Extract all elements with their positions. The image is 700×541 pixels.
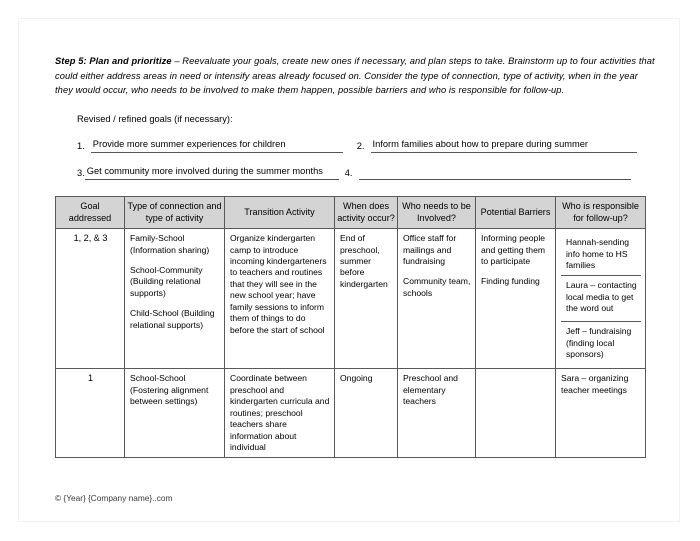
column-header-when: When does activity occur? [335,197,398,229]
goal-row-3-4 [77,165,655,180]
goal-input-3[interactable]: Get community more involved during the summer months [85,165,339,180]
document-page [18,18,680,522]
cell-goal-addressed: 1, 2, & 3 [56,229,125,369]
goal-number-1: 1. [77,141,85,152]
cell-responsible [556,369,646,458]
column-header-responsible: Who is responsible for follow-up? [556,197,646,229]
goal-input-2[interactable]: Inform families about how to prepare during summer [371,138,637,153]
cell-when [335,229,398,369]
cell-goal-addressed: 1 [56,369,125,458]
cell-paragraph: Community team, schools [403,276,471,298]
cell-when [335,369,398,458]
cell-transition-activity [225,229,335,369]
cell-transition-activity [225,369,335,458]
cell-paragraph: Office staff for mailings and fundraising [403,233,457,267]
column-header-barriers: Potential Barriers [476,197,556,229]
cell-paragraph: Informing people and getting them to participate [481,233,546,267]
column-header-transition-activity: Transition Activity [225,197,335,229]
cell-paragraph: Organize kindergarten camp to introduce incoming kindergarteners to teachers and routines that they will see in the new school year; have family sessions to inform them of things to do before the start of school [230,233,327,335]
cell-connection-type [125,229,225,369]
table-header-row [56,197,646,229]
cell-paragraph: School-Community (Building relational supports) [130,265,203,298]
cell-paragraph: Sara – organizing teacher meetings [561,373,629,395]
cell-paragraph: Preschool and elementary teachers [403,373,458,407]
table-row [56,369,646,458]
cell-responsible [556,229,646,369]
cell-paragraph: Family-School (Information sharing) [130,233,210,255]
cell-barriers [476,229,556,369]
transition-plan-table [55,196,646,458]
column-header-goal-addressed: Goal addressed [56,197,125,229]
intro-paragraph [55,54,657,98]
cell-paragraph: Child-School (Building relational supports) [130,308,215,330]
revised-goals-section [55,113,655,180]
cell-who-involved [398,229,476,369]
goal-input-1[interactable]: Provide more summer experiences for children [91,138,343,153]
page-footer: © {Year} {Company name}..com [55,493,173,503]
column-header-who-involved: Who needs to be Involved? [398,197,476,229]
responsible-subcell: Jeff – fundraising (finding local sponsors) [566,326,632,360]
responsible-subcell: Laura – contacting local media to get the word out [561,276,641,322]
cell-paragraph: End of preschool, summer before kindergarten [340,233,388,289]
cell-barriers [476,369,556,458]
intro-body: – Reevaluate your goals, create new ones if necessary, and plan steps to take. Brainstorm up to four activities that could either address areas in need or intensify areas already focused on. Consider the type of connection, type of activity, when in the year they would occur, who needs to be involved to make them happen, possible barriers and who is responsible for follow-up. [55,56,655,96]
goal-number-4: 4. [344,168,353,179]
cell-paragraph: Finding funding [481,276,540,287]
goal-number-3: 3. [77,168,85,179]
document-content [55,45,655,458]
cell-paragraph: Ongoing [340,373,373,384]
responsible-subcell: Hannah-sending info home to HS families [561,233,641,276]
cell-connection-type [125,369,225,458]
goal-input-4[interactable] [359,167,631,180]
cell-paragraph: Coordinate between preschool and kindergarten curricula and routines; preschool teachers share information about individual [230,373,330,452]
revised-goals-label: Revised / refined goals (if necessary): [77,114,233,125]
table-row [56,229,646,369]
goal-row-1-2 [77,138,655,153]
cell-paragraph: School-School (Fostering alignment between settings) [130,373,209,407]
goal-number-2: 2. [356,141,365,152]
column-header-connection-type: Type of connection and type of activity [125,197,225,229]
cell-who-involved [398,369,476,458]
intro-step-label: Step 5: Plan and prioritize [55,56,172,67]
